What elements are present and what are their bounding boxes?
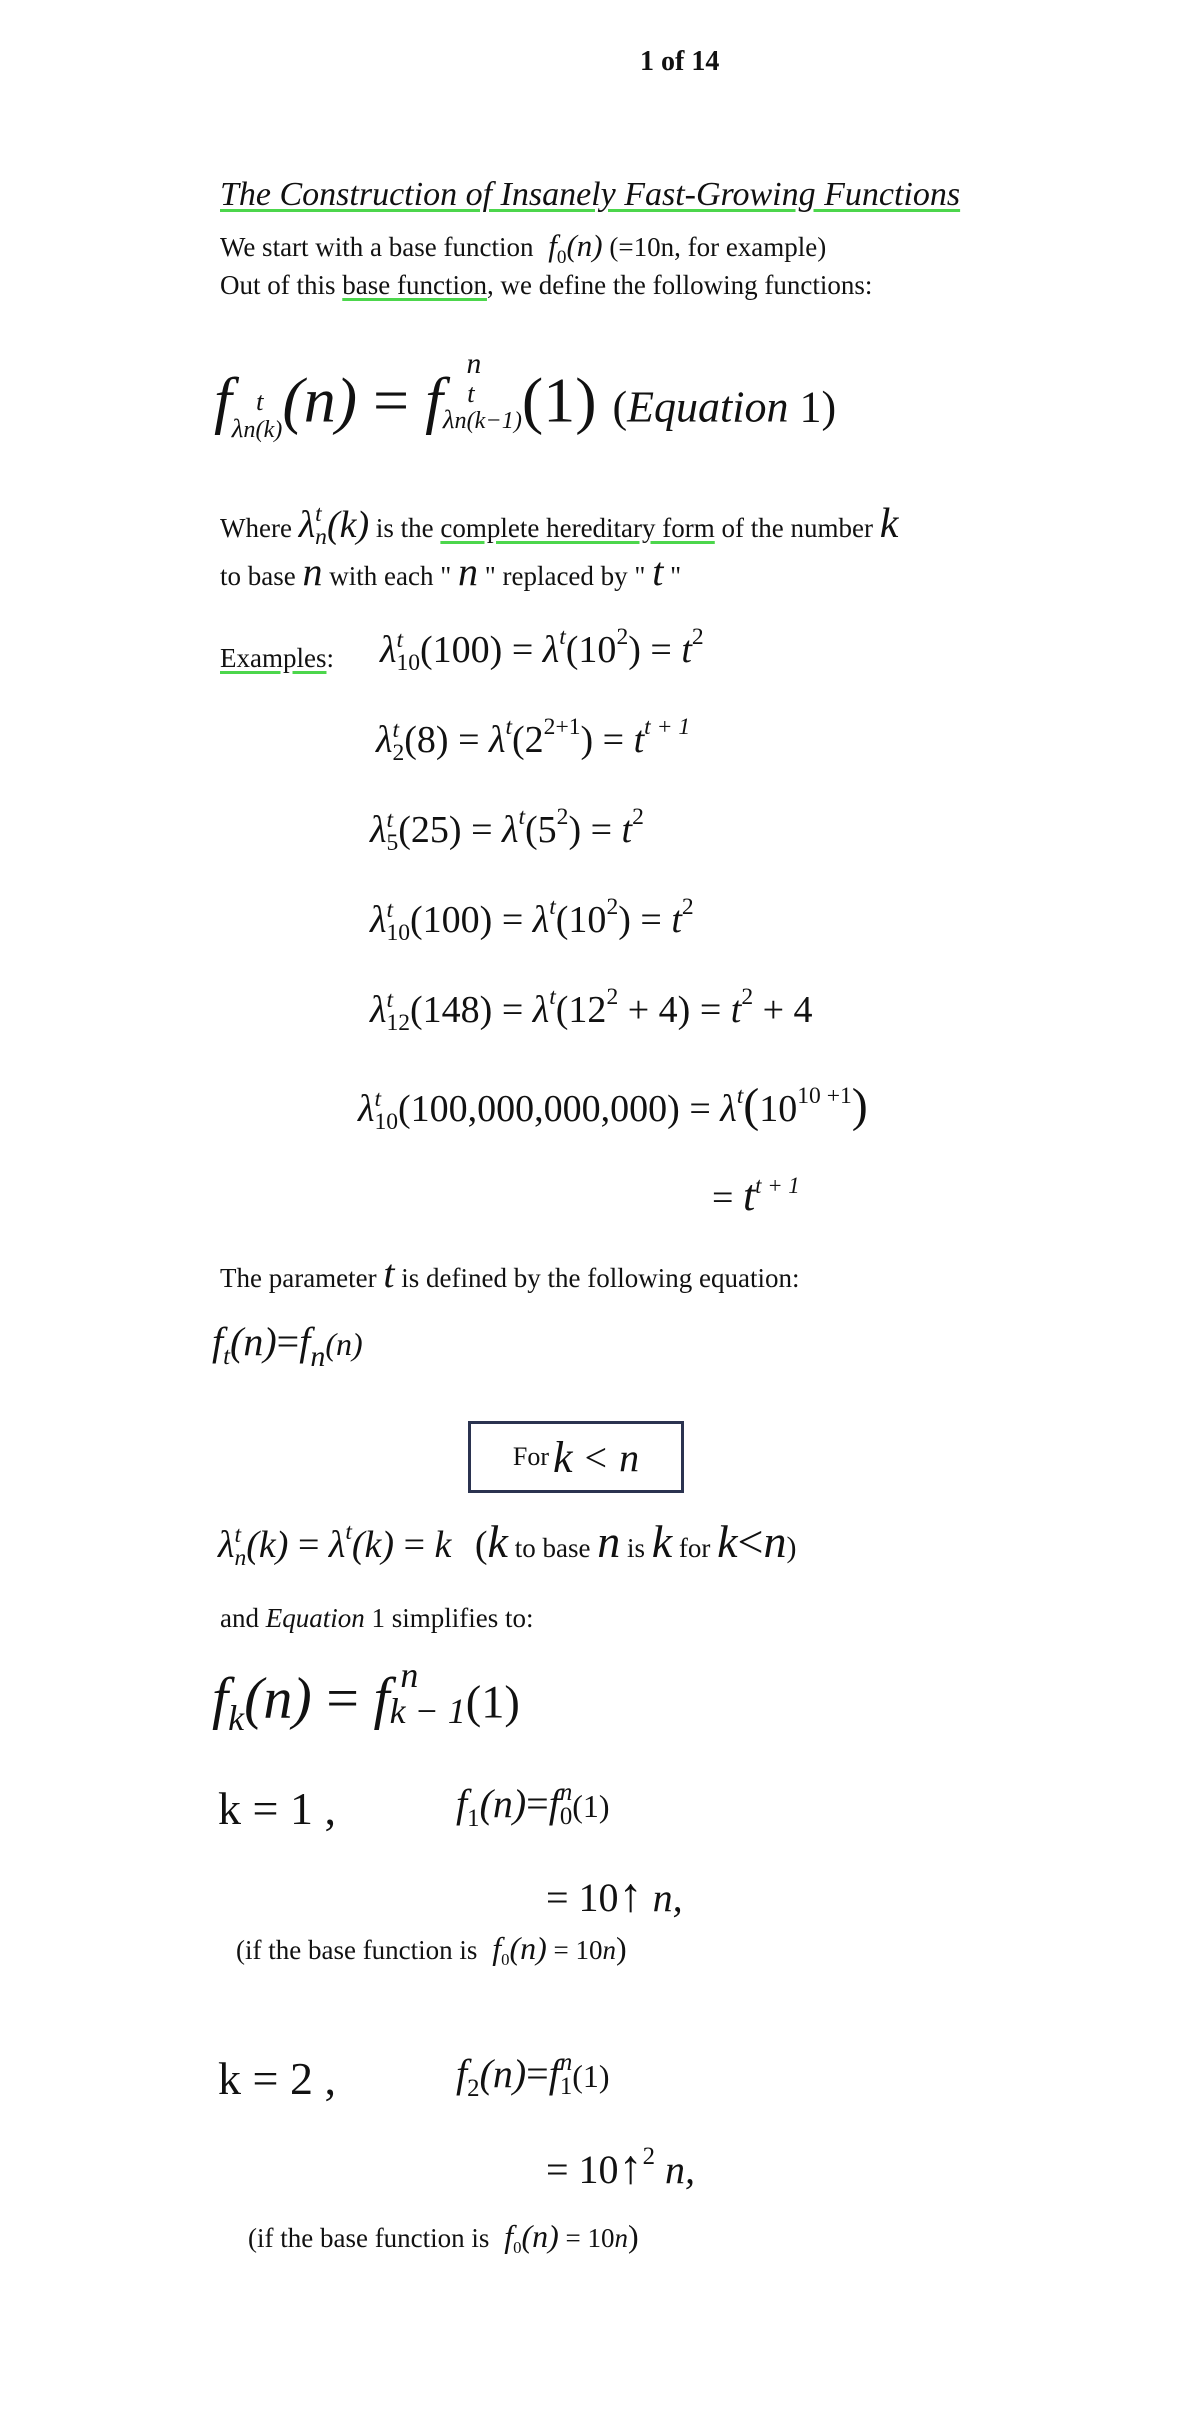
case-1-equation: $f_1(n)=f$ n 0 (1) (456, 1778, 610, 1832)
example-row-6-result: = $t^{t + 1}$ (712, 1171, 800, 1220)
complete-hereditary-form-link[interactable]: complete hereditary form (440, 513, 715, 543)
condition-box: For k < n (468, 1421, 684, 1493)
parameter-equation: $f_t(n)=f_n(n)$ (212, 1319, 363, 1373)
up-arrow-icon: ↑ (618, 1869, 643, 1922)
case-2-note: (if the base function is $f_0(n) = 10n$) (248, 2218, 639, 2257)
up-arrow-icon: ↑ (618, 2141, 643, 2194)
lambda-subscript: t λn(k) (231, 385, 283, 443)
simplified-equation: $f_k(n) = f$ n k − 1 (1) (212, 1655, 520, 1739)
where-line-2: to base n with each " n " replaced by " t " (220, 549, 682, 594)
where-line-1: Where λ t n (k) is the complete hereditary form of the number k (220, 500, 899, 551)
example-row-2: λ t 2 $(8) = \lambda^t(2^{2+1}) = t^{t + 1}$ (376, 714, 691, 767)
lambda-subscript-rhs: n t λn(k−1) (442, 348, 522, 435)
small-k-note: (k to base n is k for k<n) (474, 1516, 797, 1567)
case-1-label: k = 1 , (218, 1783, 336, 1834)
document-title: The Construction of Insanely Fast-Growing Functions (220, 176, 961, 213)
case-1-note: (if the base function is $f_0(n) = 10n$) (236, 1930, 627, 1969)
example-row-1: λ t 10 $(100) = \lambda^t(10^2) = t^2$ (380, 624, 704, 677)
base-function-link[interactable]: base function (342, 270, 487, 300)
simplify-text: and Equation 1 simplifies to: (220, 1603, 534, 1633)
equation-label: (Equation 1) (612, 382, 837, 432)
intro-example: (=10n, for example) (609, 232, 827, 262)
example-row-5: λ t 12 $(148) = \lambda^t(12^2 + 4) = t^2 + 4$ (370, 984, 813, 1037)
case-2-label: k = 2 , (218, 2053, 336, 2104)
lambda-nk: λ t n (k) (298, 500, 370, 551)
example-row-4: λ t 10 $(100) = \lambda^t(10^2) = t^2$ (370, 894, 694, 947)
page-indicator: 1 of 14 (640, 46, 720, 77)
case-2-result: = 10↑$^2$ n, (546, 2141, 695, 2194)
case-1-result: = 10↑ n, (546, 1869, 683, 1922)
case-2-equation: $f_2(n)=f$ n 1 (1) (456, 2048, 610, 2102)
parameter-definition: The parameter t is defined by the following equation: (220, 1251, 800, 1296)
intro-line-2: Out of this base function, we define the following functions: (220, 270, 873, 300)
math-f0: $f_0(n)$ (548, 228, 603, 268)
equation-1: f t λn(k) (n) = f n t λn(k−1) (1) (Equation 1) (214, 348, 837, 443)
intro-line-1 (220, 228, 827, 268)
example-row-6: λ t 10 $(100,000,000,000) = \lambda^t(10^{10 +1})$ (358, 1079, 868, 1136)
intro-text: We start with a base function (220, 232, 534, 262)
lambda-small-k-equation: λ t n $(k) = \lambda^t(k) = k$ (k to base n is k for k<n) (218, 1516, 797, 1572)
examples-label: Examples: (220, 643, 334, 673)
example-row-3: λ t 5 $(25) = \lambda^t(5^2) = t^2$ (370, 804, 644, 857)
